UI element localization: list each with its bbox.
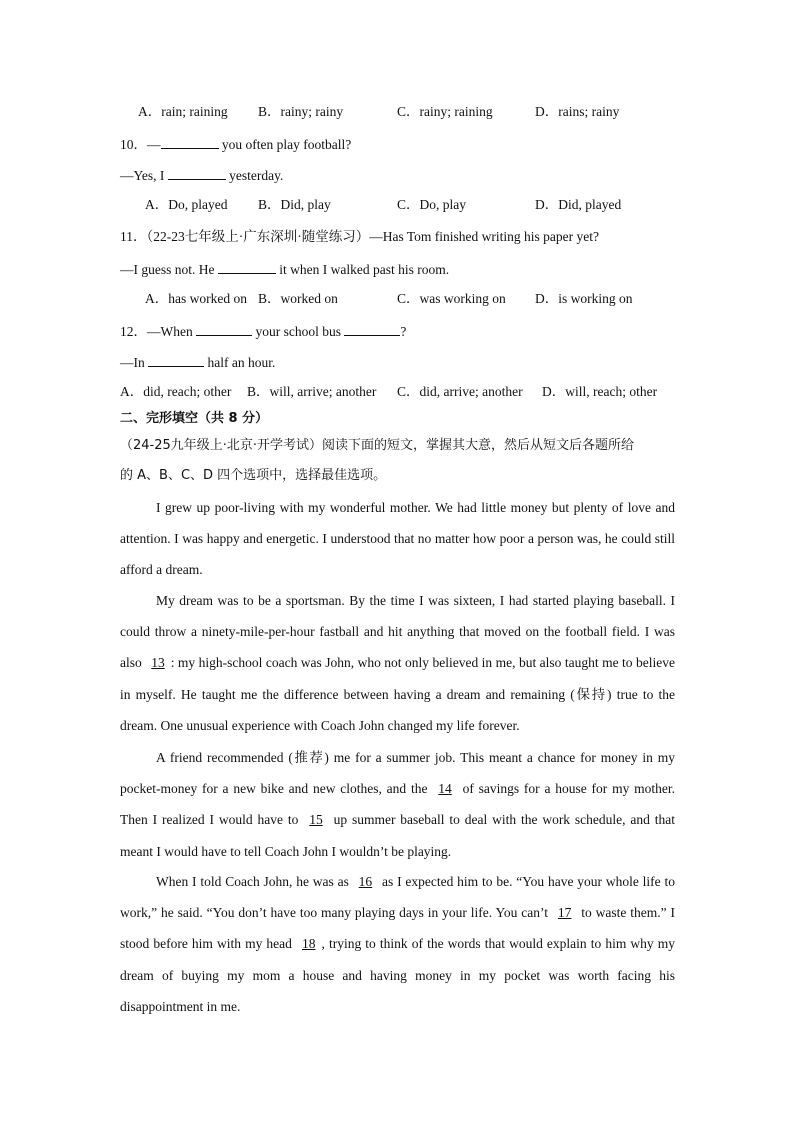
- answer-blank: [218, 259, 276, 274]
- passage-paragraph-2: My dream was to be a sportsman. By the time I was sixteen, I had started playing baseball. I could throw a ninety-mile-per-hour fastball and hit anything that moved on the football field. I was also 13 : my high-school coach was John, who not only believed in me, but also taught me to believe in myself. He taught me the difference between having a dream and remaining (保持) true to the dream. One unusual experience with Coach John changed my life forever.: [120, 593, 676, 733]
- q9-option-b: B．rainy; rainy: [258, 104, 344, 119]
- passage-paragraph-4: When I told Coach John, he was as 16 as I expected him to be. “You have your whole life to work,” he said. “You don’t have too many playing days in your life. You can’t 17 to waste them.” I stood before him with my head 18 , trying to think of the words that would explain to him why my dream of buying my mom a house and having money in my pocket was worth facing his disappointment in me.: [120, 874, 675, 1014]
- cloze-blank-16: 16: [358, 874, 373, 889]
- q12-stem: 12．—When your school bus ?: [120, 321, 406, 341]
- q10-option-a: A．Do, played: [145, 197, 228, 212]
- answer-blank: [344, 321, 400, 336]
- q11-reply: —I guess not. He it when I walked past his room.: [120, 259, 449, 279]
- q9-option-d: D．rains; rainy: [535, 104, 620, 119]
- q10-stem: 10．— you often play football?: [120, 134, 351, 154]
- q11-option-a: A．has worked on: [145, 291, 247, 306]
- q12-option-b: B．will, arrive; another: [247, 384, 377, 399]
- answer-blank: [168, 165, 226, 180]
- cloze-blank-14: 14: [438, 781, 452, 797]
- cloze-blank-13: 13: [151, 655, 165, 671]
- section-title: 二、完形填空（共 8 分）: [120, 411, 269, 426]
- section-intro-line-2: 的 A、B、C、D 四个选项中，选择最佳选项。: [120, 468, 387, 483]
- q11-option-d: D．is working on: [535, 291, 633, 306]
- q9-option-a: A．rain; raining: [138, 104, 228, 119]
- q10-option-b: B．Did, play: [258, 197, 331, 212]
- q10-option-c: C．Do, play: [397, 197, 466, 212]
- cloze-blank-18: 18: [302, 936, 316, 952]
- passage-paragraph-3: A friend recommended (推荐) me for a summer job. This meant a chance for money in my pocket-money for a new bike and new clothes, and the 14 of savings for a house for my mother. Then I realized I would have to 15 up summer baseball to deal with the work schedule, and that meant I would have to tell Coach John I wouldn’t be playing.: [120, 750, 675, 859]
- answer-blank: [161, 134, 219, 149]
- q12-reply: —In half an hour.: [120, 352, 275, 372]
- q11-stem: 11．（22-23七年级上·广东深圳·随堂练习）—Has Tom finished writing his paper yet?: [120, 229, 599, 244]
- answer-blank: [148, 352, 204, 367]
- q11-option-c: C．was working on: [397, 291, 506, 306]
- q9-option-c: C．rainy; raining: [397, 104, 493, 119]
- q12-option-d: D．will, reach; other: [542, 384, 658, 399]
- q12-option-c: C．did, arrive; another: [397, 384, 523, 399]
- q12-option-a: A．did, reach; other: [120, 384, 232, 399]
- section-intro-line-1: （24-25九年级上·北京·开学考试）阅读下面的短文，掌握其大意，然后从短文后各题所给: [120, 438, 635, 453]
- cloze-blank-15: 15: [309, 812, 323, 828]
- answer-blank: [196, 321, 252, 336]
- passage-paragraph-1: I grew up poor-living with my wonderful mother. We had little money but plenty of love and attention. I was happy and energetic. I understood that no matter how poor a person was, he could still afford a dream.: [120, 500, 675, 578]
- q10-reply: —Yes, I yesterday.: [120, 165, 283, 185]
- q10-option-d: D．Did, played: [535, 197, 622, 212]
- q11-option-b: B．worked on: [258, 291, 338, 306]
- cloze-blank-17: 17: [557, 905, 572, 921]
